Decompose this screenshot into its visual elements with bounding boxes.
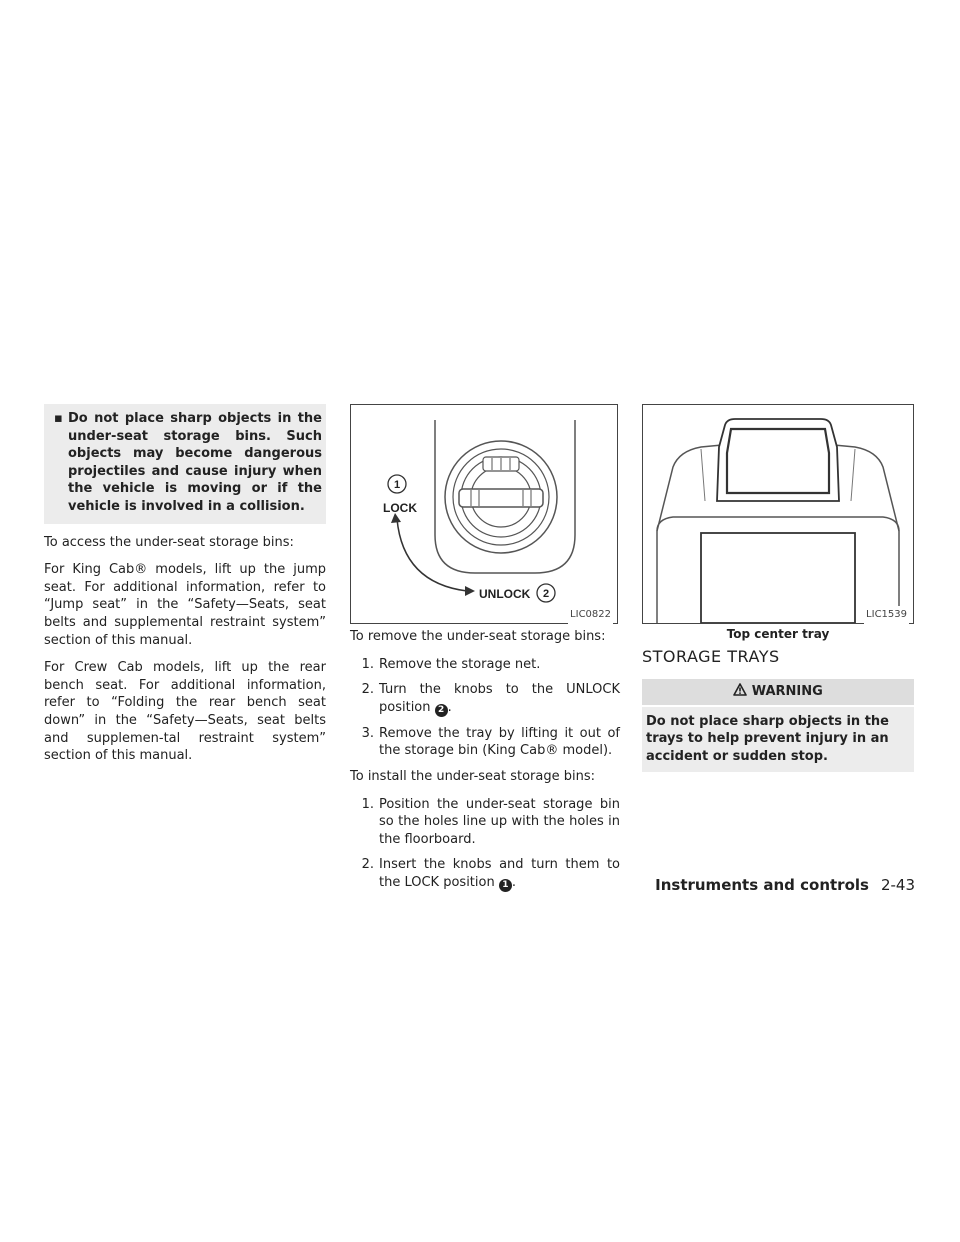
step-suffix: . [447,699,452,715]
unlock-label: UNLOCK [479,587,531,601]
warning-body: Do not place sharp objects in the trays to help prevent injury in an accident or sudden stop. [642,707,914,772]
lock-label: LOCK [383,501,417,515]
page-footer [655,876,915,894]
step-number: 2. [361,682,374,698]
remove-step-3 [350,725,620,760]
step-number: 1. [361,796,374,812]
tray-figure [642,404,914,624]
figure-code: LIC1539 [864,606,909,624]
step-text [379,856,620,892]
section-title: STORAGE TRAYS [642,646,780,666]
right-column [642,404,914,772]
figure-caption: Top center tray [726,627,830,641]
crew-cab-paragraph: For Crew Cab models, lift up the rear bench seat. For additional information, refer to “Folding the rear bench seat down” in the “Safety—Seats, seat belts and supplemen-tal restraint system” section of this manual. [44,660,326,764]
access-intro: To access the under-seat storage bins: [44,534,294,550]
callout-ref-2: 2 [435,704,448,717]
install-step-2 [350,856,620,892]
step-number: 1. [361,656,374,672]
figure-code: LIC0822 [568,606,613,624]
install-step-1 [350,796,620,849]
callout-number-1: 1 [393,479,401,491]
step-number: 2. [361,857,374,873]
step-suffix: . [511,874,516,890]
callout-number-2: 2 [542,588,550,600]
step-text: Remove the tray by lifting it out of the storage bin (King Cab® model). [379,725,620,759]
step-text-main: Turn the knobs to the UNLOCK position [379,682,620,715]
install-intro: To install the under-seat storage bins: [350,768,596,784]
warning-bullet-text: Do not place sharp objects in the under-seat storage bins. Such objects may become dangerous projectiles and cause injury when the vehicle is moving or if the vehicle is involved in a collision. [68,411,322,514]
lock-knob-figure [350,404,618,624]
middle-column [350,404,620,900]
sharp-objects-warning [44,404,326,524]
warning-icon [733,683,747,696]
footer-section: Instruments and controls [655,876,869,894]
step-text: Position the under-seat storage bin so the holes line up with the holes in the floorboard. [379,796,620,847]
step-text-main: Insert the knobs and turn them to the LOCK position [379,857,620,890]
warning-header [642,679,914,705]
tray-illustration [643,405,913,623]
warning-label: WARNING [751,684,823,700]
page-number: 2-43 [880,876,915,894]
remove-intro: To remove the under-seat storage bins: [350,629,606,644]
left-column [44,404,326,775]
bullet-mark: ▪ [54,411,63,426]
callout-ref-1: 1 [499,879,512,892]
step-number: 3. [361,725,374,741]
king-cab-paragraph: For King Cab® models, lift up the jump seat. For additional information, refer to “Jump seat” in the “Safety—Seats, seat belts and supplemental restraint system” section of this manual. [44,562,326,648]
lock-knob-illustration [351,405,617,623]
remove-step-2 [350,681,620,717]
step-text [379,681,620,717]
step-text: Remove the storage net. [379,656,541,672]
remove-step-1 [350,656,620,674]
